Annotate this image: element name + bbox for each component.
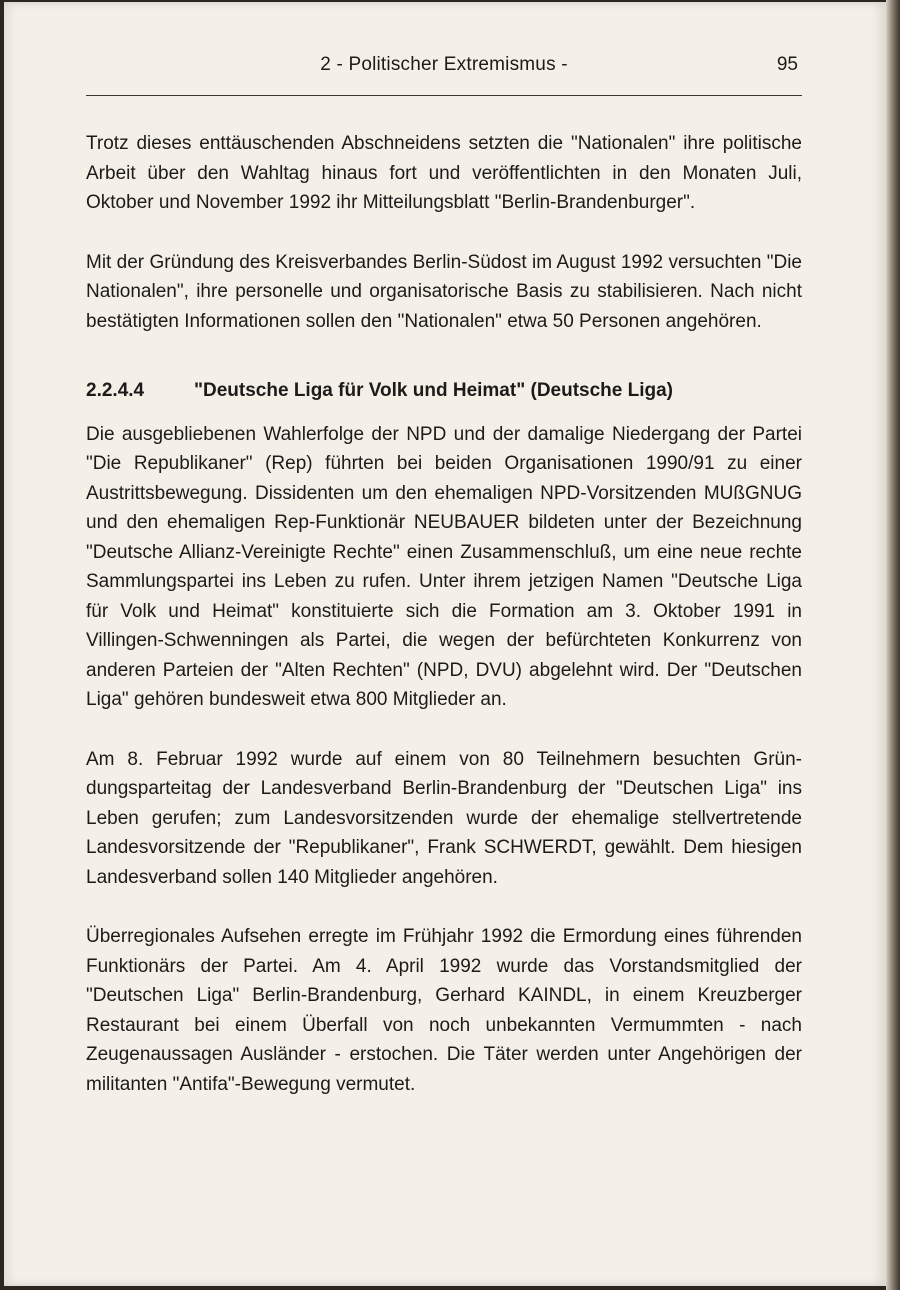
book-spine-edge (886, 0, 900, 1290)
section-title: "Deutsche Liga für Volk und Heimat" (Deutsche Liga) (194, 380, 674, 401)
paragraph: Am 8. Februar 1992 wurde auf einem von 80 Teilnehmern besuchten Gründungsparteitag der Landesverband Berlin-Brandenburg der "Deutschen Liga" ins Leben gerufen; zum Landesvorsitzenden wurde der ehemalige stellvertretende Landesvorsitzende der "Republikaner", Frank SCHWERDT, gewählt. Dem hiesigen Landesverband sollen 140 Mitglieder angehören. (86, 748, 802, 888)
header-rule (86, 95, 802, 96)
paragraph: Überregionales Aufsehen erregte im Frühjahr 1992 die Ermordung eines führenden Funktionärs der Partei. Am 4. April 1992 wurde das Vorstandsmitglied der "Deutschen Liga" Berlin-Brandenburg, Gerhard KAINDL, in einem Kreuzberger Restaurant bei einem Überfall von noch unbekannten Vermummten - nach Zeugenaussagen Ausländer - erstochen. Die Täter werden unter Angehörigen der militanten "Antifa"-Bewegung vermutet. (86, 926, 802, 1095)
page-body (86, 129, 802, 1099)
section-number: 2.2.4.4 (86, 380, 145, 401)
paragraph: Mit der Gründung des Kreisverbandes Berlin-Südost im August 1992 versuchten "Die Nationalen", ihre personelle und organisatorische Basis zu stabilisieren. Nach nicht bestätigten Informationen sollen den "Nationalen" etwa 50 Personen angehören. (86, 251, 802, 332)
section-heading (86, 376, 802, 406)
running-title: 2 - Politischer Extremismus - (320, 54, 568, 75)
page-number: 95 (776, 54, 798, 75)
page-header (86, 54, 802, 84)
paragraph: Die ausgebliebenen Wahlerfolge der NPD und der damalige Niedergang der Partei "Die Republikaner" (Rep) führten bei beiden Organisationen 1990/91 zu einer Austrittsbewegung. Dissidenten um den ehemaligen NPD-Vorsitzenden MUßGNUG und den ehemaligen Rep-Funktionär NEUBAUER bildeten unter der Bezeichnung "Deutsche Allianz-Vereinigte Rechte" einen Zusammenschluß, um eine neue rechte Sammlungspartei ins Leben zu rufen. Unter ihrem jetzigen Namen "Deutsche Liga für Volk und Heimat" konstituierte sich die Formation am 3. Oktober 1991 in Villingen-Schwenningen als Partei, die wegen der befürchteten Konkurrenz von anderen Parteien der "Alten Rechten" (NPD, DVU) abgelehnt wird. Der "Deutschen Liga" gehören bundesweit etwa 800 Mitglieder an. (86, 423, 802, 710)
document-page (4, 2, 886, 1286)
paragraph: Trotz dieses enttäuschenden Abschneidens setzten die "Nationalen" ihre politische Arbeit über den Wahltag hinaus fort und veröffentlichten in den Monaten Juli, Oktober und November 1992 ihr Mitteilungsblatt "Berlin-Brandenburger". (86, 133, 802, 213)
